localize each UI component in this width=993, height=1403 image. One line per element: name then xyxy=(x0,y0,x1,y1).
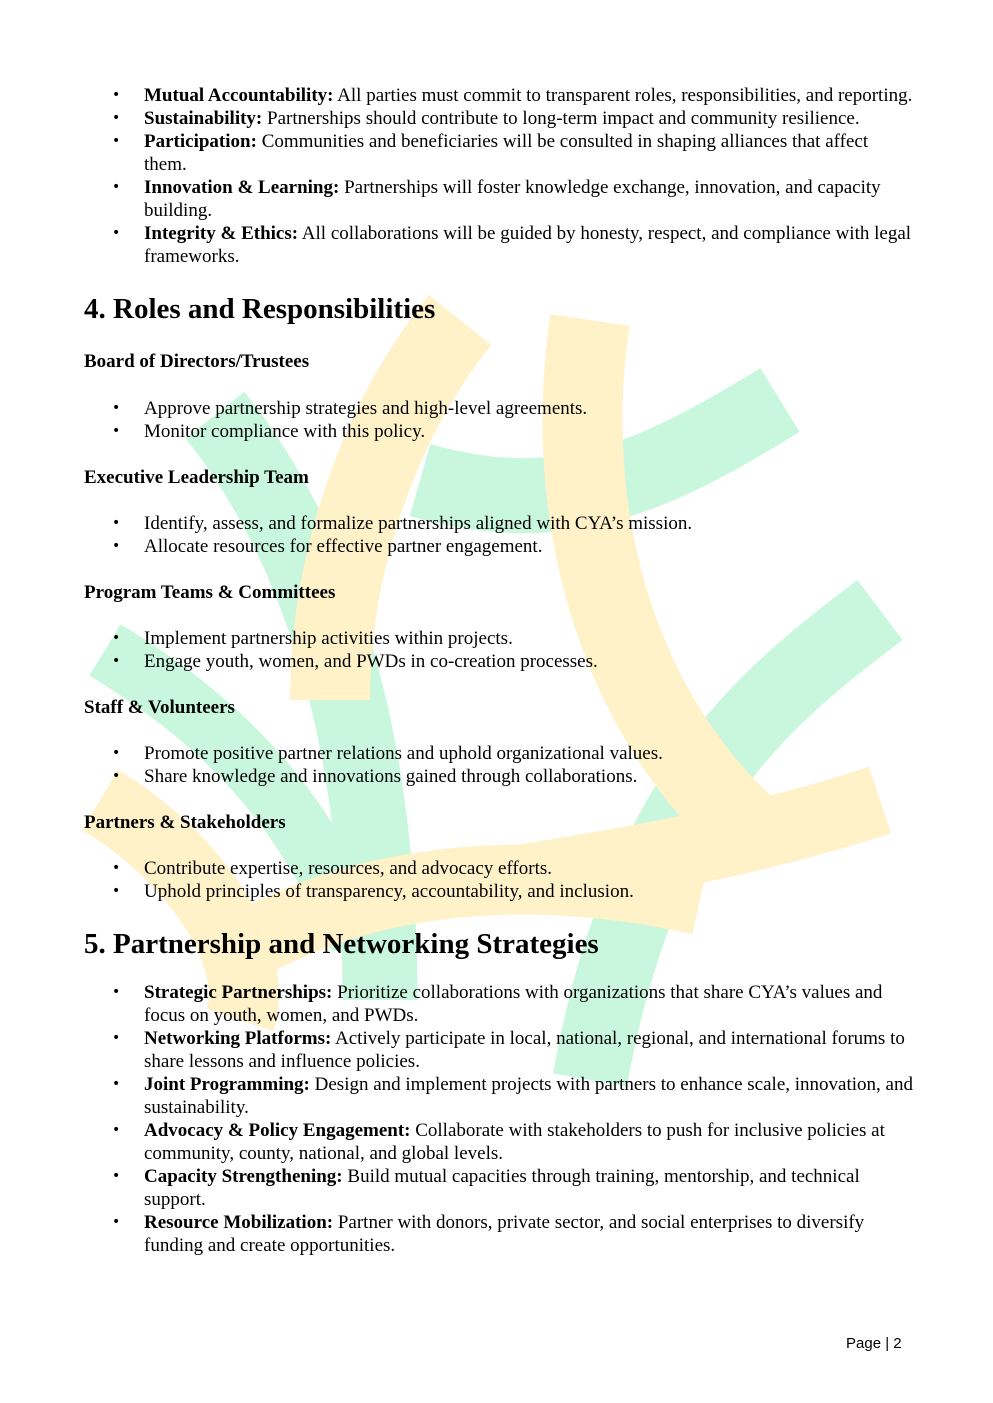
list-item xyxy=(84,1211,914,1257)
bullet-term: Innovation & Learning: xyxy=(144,177,340,198)
bullet-text: Partnerships should contribute to long-term impact and community resilience. xyxy=(262,108,860,129)
list-item xyxy=(84,176,914,222)
staff-list xyxy=(84,742,914,788)
list-item xyxy=(84,1119,914,1165)
list-item: • Identify, assess, and formalize partnerships aligned with CYA’s mission. xyxy=(84,512,914,535)
bullet-term: Capacity Strengthening: xyxy=(144,1166,343,1187)
list-item: • Contribute expertise, resources, and advocacy efforts. xyxy=(84,857,914,880)
bullet-text: Collaborate with stakeholders to push for inclusive policies at community, county, national, and global levels. xyxy=(144,1120,885,1164)
bullet-term: Strategic Partnerships: xyxy=(144,982,333,1003)
bullet-text: Partnerships will foster knowledge exchange, innovation, and capacity building. xyxy=(144,177,881,221)
subheading-program-teams: Program Teams & Committees xyxy=(84,582,336,603)
bullet-term: Joint Programming: xyxy=(144,1074,310,1095)
list-item xyxy=(84,1027,914,1073)
list-item xyxy=(84,1165,914,1211)
list-item: • Uphold principles of transparency, accountability, and inclusion. xyxy=(84,880,914,903)
section-heading-strategies: 5. Partnership and Networking Strategies xyxy=(84,928,599,960)
list-item xyxy=(84,107,914,130)
subheading-board: Board of Directors/Trustees xyxy=(84,351,310,372)
list-item xyxy=(84,130,914,176)
bullet-text: Build mutual capacities through training, mentorship, and technical support. xyxy=(144,1166,860,1210)
list-item: • Approve partnership strategies and high-level agreements. xyxy=(84,397,914,420)
bullet-term: Participation: xyxy=(144,131,257,152)
bullet-term: Mutual Accountability: xyxy=(144,85,334,106)
subheading-staff: Staff & Volunteers xyxy=(84,697,235,718)
executive-list xyxy=(84,512,914,558)
bullet-term: Integrity & Ethics: xyxy=(144,223,299,244)
list-item xyxy=(84,981,914,1027)
bullet-text: Actively participate in local, national, regional, and international forums to share lessons and influence policies. xyxy=(144,1028,905,1072)
list-item: • Implement partnership activities within projects. xyxy=(84,627,914,650)
subheading-executive: Executive Leadership Team xyxy=(84,467,309,488)
bullet-text: Communities and beneficiaries will be consulted in shaping alliances that affect them. xyxy=(144,131,869,175)
strategies-list xyxy=(84,981,914,1257)
page-number: Page | 2 xyxy=(846,1335,902,1352)
bullet-term: Networking Platforms: xyxy=(144,1028,332,1049)
bullet-term: Resource Mobilization: xyxy=(144,1212,334,1233)
principles-list xyxy=(84,84,914,268)
list-item xyxy=(84,222,914,268)
subheading-partners: Partners & Stakeholders xyxy=(84,812,286,833)
bullet-text: Partner with donors, private sector, and social enterprises to diversify funding and create opportunities. xyxy=(144,1212,865,1256)
bullet-term: Advocacy & Policy Engagement: xyxy=(144,1120,411,1141)
list-item: • Monitor compliance with this policy. xyxy=(84,420,914,443)
list-item: • Engage youth, women, and PWDs in co-creation processes. xyxy=(84,650,914,673)
bullet-text: All collaborations will be guided by honesty, respect, and compliance with legal frameworks. xyxy=(144,223,912,267)
list-item xyxy=(84,84,914,107)
bullet-text: All parties must commit to transparent roles, responsibilities, and reporting. xyxy=(333,85,913,106)
program-teams-list xyxy=(84,627,914,673)
bullet-text: Design and implement projects with partners to enhance scale, innovation, and sustainability. xyxy=(144,1074,913,1118)
section-heading-roles: 4. Roles and Responsibilities xyxy=(84,293,436,325)
bullet-text: Prioritize collaborations with organizations that share CYA’s values and focus on youth, women, and PWDs. xyxy=(144,982,883,1026)
bullet-term: Sustainability: xyxy=(144,108,263,129)
page-body xyxy=(84,84,914,1257)
list-item: • Share knowledge and innovations gained through collaborations. xyxy=(84,765,914,788)
list-item xyxy=(84,1073,914,1119)
board-list xyxy=(84,397,914,443)
partners-list xyxy=(84,857,914,903)
list-item: • Allocate resources for effective partner engagement. xyxy=(84,535,914,558)
list-item: • Promote positive partner relations and uphold organizational values. xyxy=(84,742,914,765)
